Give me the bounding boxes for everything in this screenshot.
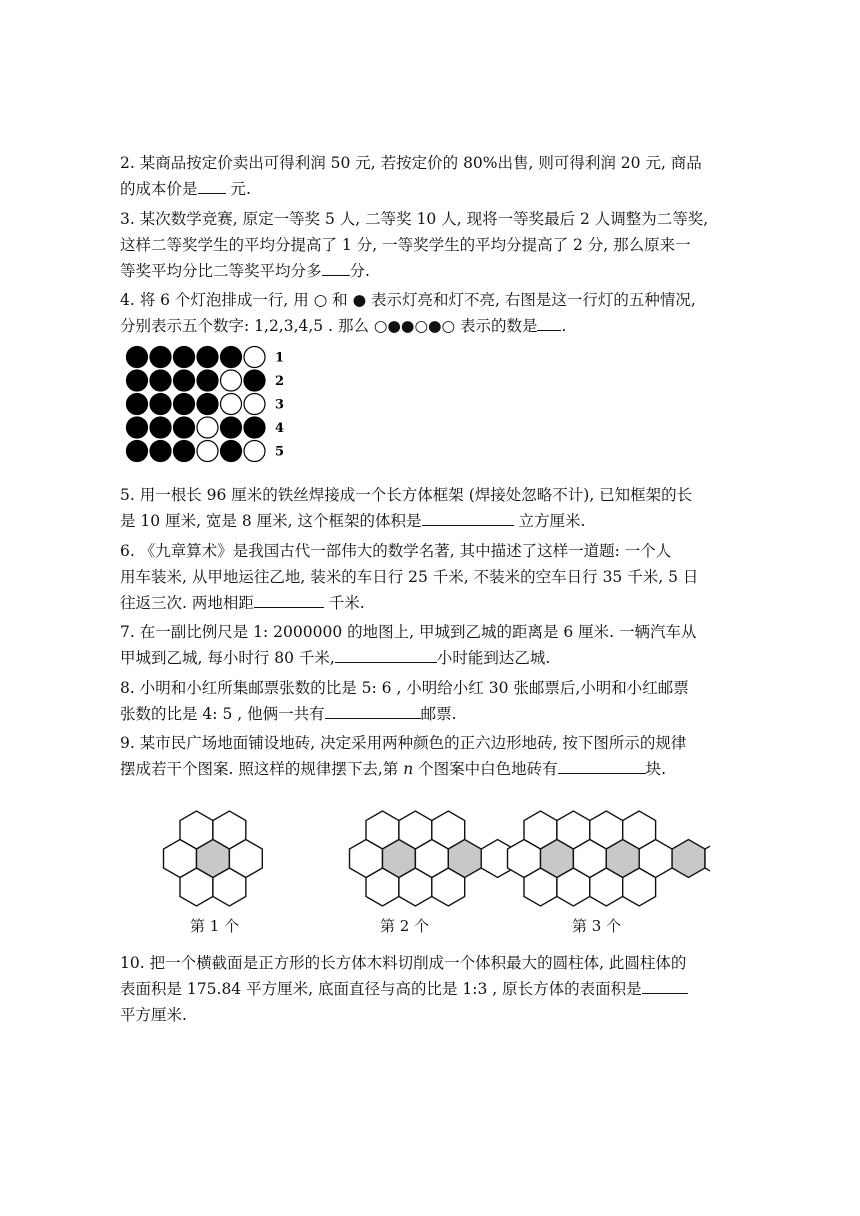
q5-line2a: 是 10 厘米, 宽是 8 厘米, 这个框架的体积是: [120, 512, 422, 530]
q8-line2a: 张数的比是 4: 5 , 他俩一共有: [120, 705, 325, 723]
question-6: [120, 538, 760, 616]
q9-variable-n: n: [403, 760, 414, 778]
question-5: [120, 482, 760, 534]
bulb-off: [221, 417, 242, 438]
q2-line2b: 元.: [230, 180, 251, 198]
bulb-off: [174, 370, 195, 391]
bulb-off: [197, 347, 218, 368]
q8-line2b: 邮票.: [420, 705, 457, 723]
q3-answer-blank[interactable]: [322, 258, 350, 276]
bulb-off: [174, 394, 195, 415]
q4-answer-blank[interactable]: [537, 313, 561, 331]
question-4: [120, 287, 760, 339]
bulb-off: [244, 370, 265, 391]
question-9: [120, 730, 760, 782]
q7-line2a: 甲城到乙城, 每小时行 80 千米,: [120, 649, 335, 667]
q2-answer-blank[interactable]: [198, 176, 226, 194]
q9-line2a: 摆成若干个图案. 照这样的规律摆下去,第: [120, 760, 399, 778]
bulb-row-label: 3: [275, 397, 285, 413]
bulb-diagram: [125, 345, 295, 465]
bulb-off: [150, 441, 171, 462]
q6-line3b: 千米.: [328, 594, 365, 612]
bulb-off: [127, 417, 148, 438]
bulb-row-label: 1: [275, 350, 285, 366]
q8-answer-blank[interactable]: [325, 701, 421, 719]
bulb-off: [174, 347, 195, 368]
bulb-off: [150, 370, 171, 391]
grey-tile: [672, 840, 705, 878]
q8-line1: 8. 小明和小红所集邮票张数的比是 5: 6 , 小明给小红 30 张邮票后,小明和小红邮票: [120, 679, 689, 697]
bulb-off: [174, 441, 195, 462]
q3-line3a: 等奖平均分比二等奖平均分多: [120, 262, 322, 280]
q5-line1: 5. 用一根长 96 厘米的铁丝焊接成一个长方体框架 (焊接处忽略不计), 已知框架的长: [120, 486, 693, 504]
bulb-row-label: 5: [275, 444, 285, 460]
q10-line1: 10. 把一个横截面是正方形的长方体木料切削成一个体积最大的圆柱体, 此圆柱体的: [120, 954, 687, 972]
q9-line1: 9. 某市民广场地面铺设地砖, 决定采用两种颜色的正六边形地砖, 按下图所示的规律: [120, 734, 687, 752]
bulb-off: [150, 347, 171, 368]
q5-line2b: 立方厘米.: [518, 512, 586, 530]
q6-answer-blank[interactable]: [254, 590, 324, 608]
bulb-on: [221, 370, 242, 391]
bulb-on: [197, 441, 218, 462]
q6-line1: 6. 《九章算术》是我国古代一部伟大的数学名著, 其中描述了这样一道题: 一个人: [120, 542, 672, 560]
bulb-off: [127, 370, 148, 391]
q9-line2c: 个图案中白色地砖有: [418, 760, 558, 778]
bulb-off: [127, 347, 148, 368]
q10-line3: 平方厘米.: [120, 1006, 187, 1024]
q4-line2a: 分别表示五个数字: 1,2,3,4,5 . 那么 ○●●○●○ 表示的数是: [120, 317, 538, 335]
white-tile: [705, 840, 710, 878]
q10-line2a: 表面积是 175.84 平方厘米, 底面直径与高的比是 1:3 , 原长方体的表面积是: [120, 980, 642, 998]
q3-line3b: 分.: [349, 262, 370, 280]
bulb-row-label: 2: [275, 374, 285, 389]
q7-line2b: 小时能到达乙城.: [436, 649, 551, 667]
hexagon-pattern-diagram: [150, 810, 710, 910]
q4-line1: 4. 将 6 个灯泡排成一行, 用 ○ 和 ● 表示灯亮和灯不亮, 右图是这一行灯的五种情况,: [120, 291, 696, 309]
figure-caption-2: 第 2 个: [380, 917, 430, 935]
bulb-off: [197, 370, 218, 391]
bulb-off: [150, 417, 171, 438]
figure-caption-3: 第 3 个: [572, 917, 622, 935]
q9-line2b: 块.: [645, 760, 667, 778]
bulb-off: [244, 417, 265, 438]
bulb-on: [244, 347, 265, 368]
q3-line1: 3. 某次数学竞赛, 原定一等奖 5 人, 二等奖 10 人, 现将一等奖最后 2 人调整为二等奖,: [120, 210, 709, 228]
figure-caption-1: 第 1 个: [190, 917, 240, 935]
q5-answer-blank[interactable]: [422, 508, 514, 526]
question-10: [120, 950, 760, 1028]
question-3: [120, 206, 760, 284]
bulb-on: [244, 394, 265, 415]
bulb-off: [127, 441, 148, 462]
q9-answer-blank[interactable]: [558, 756, 646, 774]
bulb-off: [221, 347, 242, 368]
bulb-on: [244, 441, 265, 462]
question-7: [120, 619, 760, 671]
bulb-off: [221, 441, 242, 462]
bulb-on: [197, 417, 218, 438]
q7-answer-blank[interactable]: [335, 645, 437, 663]
bulb-off: [197, 394, 218, 415]
q10-answer-blank[interactable]: [642, 976, 688, 994]
q6-line2: 用车装米, 从甲地运往乙地, 装米的车日行 25 千米, 不装米的空车日行 35 千米, 5 日: [120, 568, 699, 586]
bulb-off: [127, 394, 148, 415]
q2-line1: 2. 某商品按定价卖出可得利润 50 元, 若按定价的 80%出售, 则可得利润 20 元, 商品: [120, 154, 702, 172]
question-8: [120, 675, 760, 727]
q2-line2a: 的成本价是: [120, 180, 198, 198]
q3-line2: 这样二等奖学生的平均分提高了 1 分, 一等奖学生的平均分提高了 2 分, 那么原来一: [120, 236, 691, 254]
bulb-row-label: 4: [275, 421, 285, 436]
q4-line2b: .: [561, 317, 567, 335]
q7-line1: 7. 在一副比例尺是 1: 2000000 的地图上, 甲城到乙城的距离是 6 厘米. 一辆汽车从: [120, 623, 697, 641]
bulb-on: [221, 394, 242, 415]
q6-line3a: 往返三次. 两地相距: [120, 594, 254, 612]
bulb-off: [150, 394, 171, 415]
question-2: [120, 150, 760, 202]
bulb-off: [174, 417, 195, 438]
